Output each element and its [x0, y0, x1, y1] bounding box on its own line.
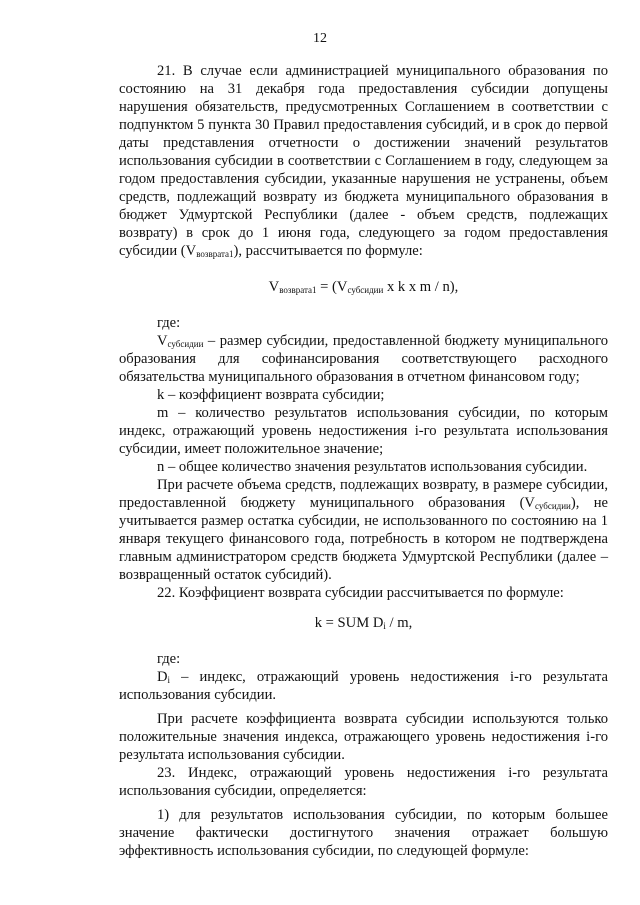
formula-return-volume: $V_{возврата1} = (V_{субсидии}$ x k x m / n), [268, 279, 459, 295]
definition-m: m – количество результатов использования субсидии, по которым индекс, отражающий уровень недостижения i-го результата использования субсидии, имеет положительное значение; [119, 405, 608, 457]
paragraph-calculation: При расчете объема средств, подлежащих возврату, в размере субсидии, предоставленной бюджету муниципального образования $(V_{субсидии})$, не учитывается размер остатка субсидии, не использованного по состоянию на 1 января текущего финансового года, потребность в котором не подтверждена главным администратором средств бюджета Удмуртской Республики (далее – возвращенный остаток субсидий). [119, 477, 608, 583]
paragraph-22: 22. Коэффициент возврата субсидии рассчитывается по формуле: [157, 585, 564, 601]
definition-k: k – коэффициент возврата субсидии; [157, 387, 385, 403]
paragraph-21: 21. В случае если администрацией муниципального образования по состоянию на 31 декабря года предоставления субсидии допущены нарушения обязательств, предусмотренных Соглашением в соответствии с подпунктом 5 пункта 30 Правил предоставления субсидий, и в срок до первой даты представления отчетности о достижении значений результатов использования субсидии в соответствии с Соглашением в году, следующем за годом предоставления субсидии, указанные нарушения не устранены, объем средств, подлежащий возврату из бюджета муниципального образования в бюджет Удмуртской Республики (далее - объем средств, подлежащих возврату) в срок до 1 июня года, следующего за годом предоставления субсидии $(V_{возврата1})$, рассчитывается по формуле: [119, 63, 608, 259]
definition-n: n – общее количество значения результатов использования субсидии. [157, 459, 588, 475]
paragraph-23-item-1: 1) для результатов использования субсидии, по которым большее значение фактически достигнутого значения отражает большую эффективность использования субсидии, по следующей формуле: [119, 807, 608, 859]
formula-coefficient: k = SUM $D_i$ / m, [314, 615, 413, 631]
paragraph-23: 23. Индекс, отражающий уровень недостижения i-го результата использования субсидии, определяется: [119, 765, 608, 799]
where-label-2: где: [157, 651, 181, 667]
where-label-1: где: [157, 315, 181, 331]
definition-v: $V_{субсидии}$ – размер субсидии, предоставленной бюджету муниципального образования для софинансирования соответствующего расходного обязательства муниципального образования в отчетном финансовом году; [119, 333, 608, 385]
document-body [119, 62, 608, 860]
paragraph-positive-values: При расчете коэффициента возврата субсидии используются только положительные значения индекса, отражающего уровень недостижения i-го результата использования субсидии. [119, 711, 608, 763]
page-number: 12 [313, 31, 327, 46]
definition-d: $D_i$ – индекс, отражающий уровень недостижения i-го результата использования субсидии. [119, 669, 608, 703]
